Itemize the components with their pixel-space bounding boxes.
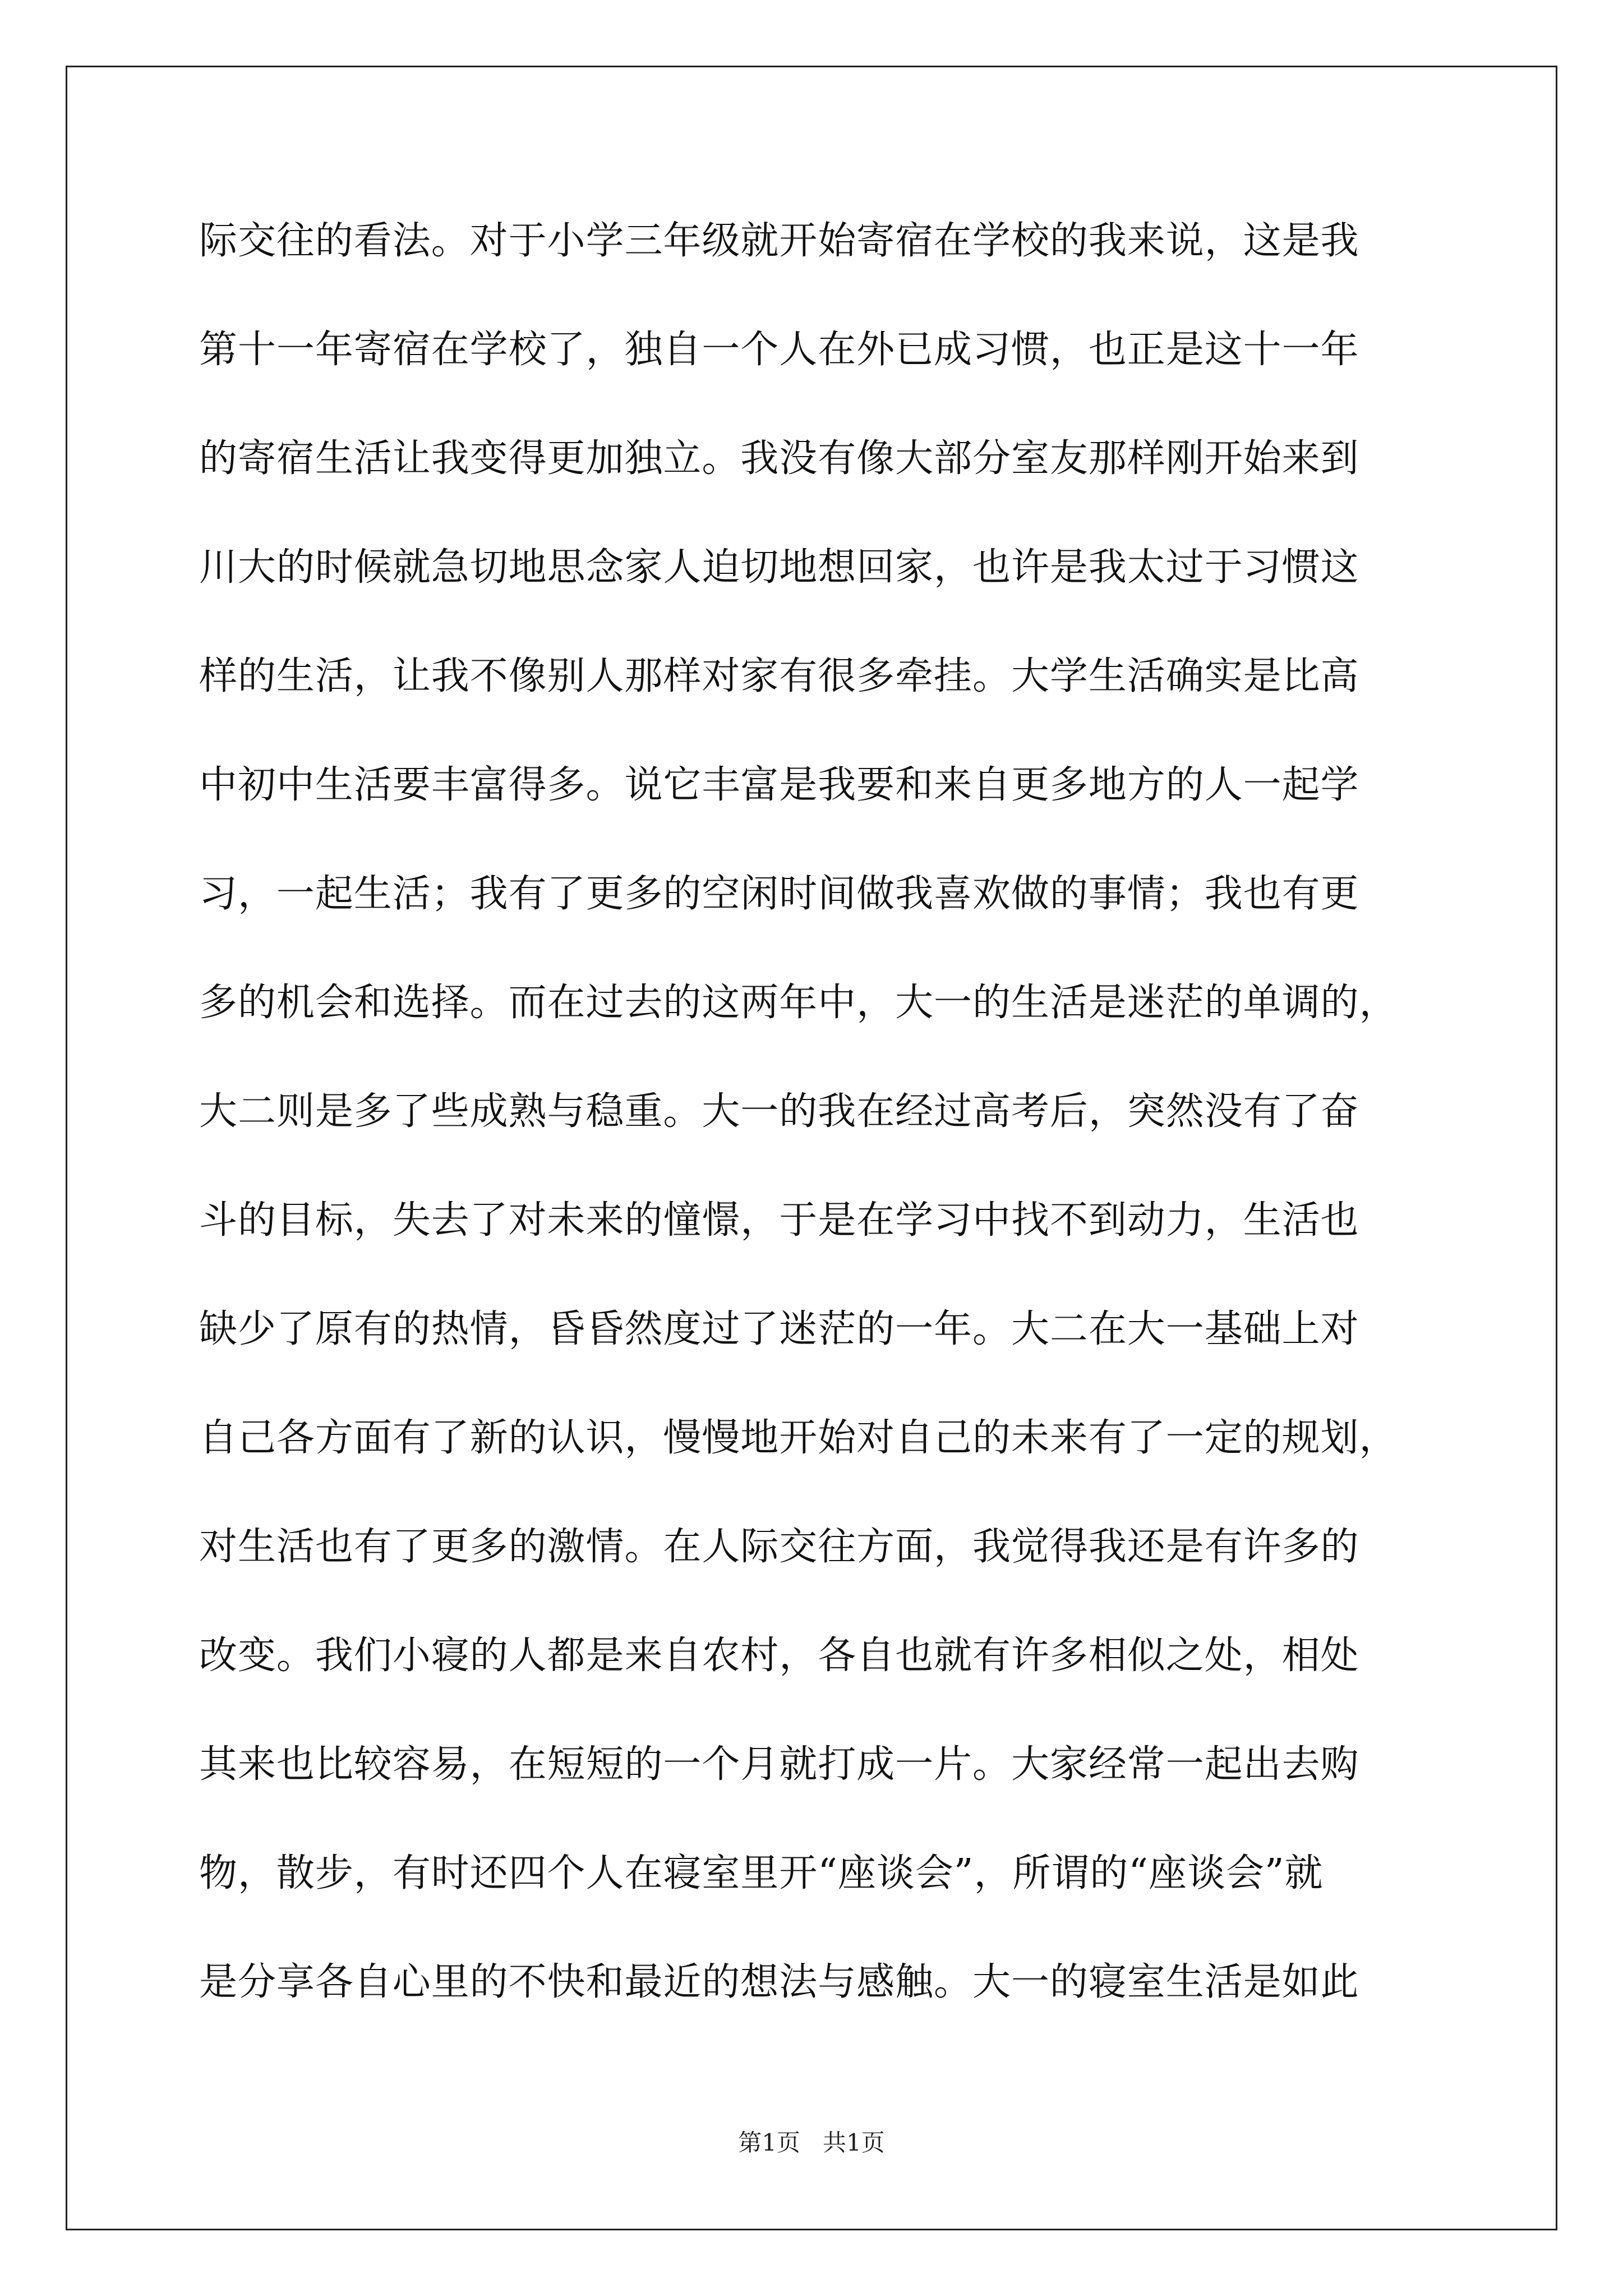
body-text [199,214,1433,2064]
text-line: 第十一年寄宿在学校了，独自一个人在外已成习惯，也正是这十一年 [199,328,1359,372]
text-line: 多的机会和选择。而在过去的这两年中，大一的生活是迷茫的单调的， [199,981,1398,1025]
page-number: 第1页 [738,2129,800,2156]
text-line: 对生活也有了更多的激情。在人际交往方面，我觉得我还是有许多的 [199,1525,1359,1569]
text-line: 改变。我们小寝的人都是来自农村，各自也就有许多相似之处，相处 [199,1634,1359,1678]
text-line: 样的生活，让我不像别人那样对家有很多牵挂。大学生活确实是比高 [199,654,1359,698]
text-line: 其来也比较容易，在短短的一个月就打成一片。大家经常一起出去购 [199,1742,1359,1787]
text-line: 大二则是多了些成熟与稳重。大一的我在经过高考后，突然没有了奋 [199,1089,1359,1134]
text-line: 中初中生活要丰富得多。说它丰富是我要和来自更多地方的人一起学 [199,763,1359,807]
page-footer [0,2126,1623,2160]
text-line: 缺少了原有的热情，昏昏然度过了迷茫的一年。大二在大一基础上对 [199,1307,1359,1351]
text-line: 川大的时候就急切地思念家人迫切地想回家，也许是我太过于习惯这 [199,545,1359,590]
text-line: 是分享各自心里的不快和最近的想法与感触。大一的寝室生活是如此 [199,1960,1359,2004]
text-line: 际交往的看法。对于小学三年级就开始寄宿在学校的我来说，这是我 [199,219,1359,263]
text-line: 的寄宿生活让我变得更加独立。我没有像大部分室友那样刚开始来到 [199,436,1359,481]
total-pages: 共1页 [823,2129,885,2156]
text-line: 斗的目标，失去了对未来的憧憬，于是在学习中找不到动力，生活也 [199,1198,1359,1243]
text-line: 物，散步，有时还四个人在寝室里开“座谈会”，所谓的“座谈会”就 [199,1851,1324,1895]
text-line: 自己各方面有了新的认识，慢慢地开始对自己的未来有了一定的规划， [199,1416,1398,1460]
text-line: 习，一起生活；我有了更多的空闲时间做我喜欢做的事情；我也有更 [199,872,1359,916]
